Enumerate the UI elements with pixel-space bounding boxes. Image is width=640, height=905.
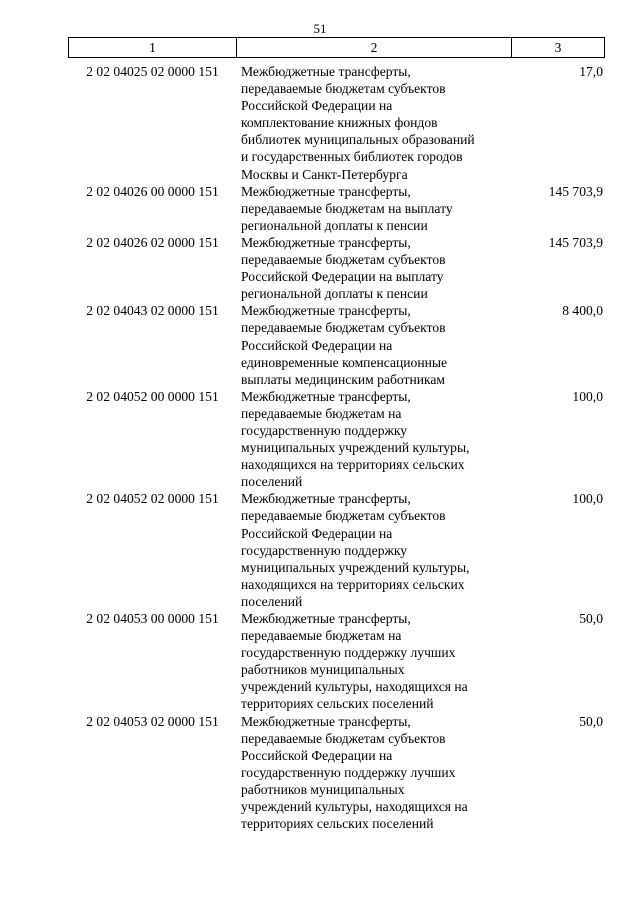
amount: 100,0 <box>572 388 603 404</box>
amount: 50,0 <box>579 713 603 729</box>
description <box>237 490 517 610</box>
amount: 50,0 <box>579 611 603 626</box>
description-line: поселений <box>241 474 303 490</box>
description-line: работников муниципальных <box>241 781 405 797</box>
description <box>237 713 517 833</box>
description-line: государственную поддержку <box>241 542 408 558</box>
table-row <box>68 302 603 387</box>
description-line: и государственных библиотек городов <box>241 149 463 165</box>
amount: 145 703,9 <box>548 234 603 250</box>
description-line: Межбюджетные трансферты, <box>241 64 411 79</box>
description-line: территориях сельских поселений <box>241 816 434 832</box>
budget-code: 2 02 04043 02 0000 151 <box>86 303 219 319</box>
description-line: передаваемые бюджетам субъектов <box>241 730 446 746</box>
page-number: 51 <box>313 21 327 36</box>
description-line: выплаты медицинским работникам <box>241 371 446 387</box>
description-line: Российской Федерации на выплату <box>241 269 444 285</box>
description-line: Москвы и Санкт-Петербурга <box>241 166 408 182</box>
description <box>237 388 517 491</box>
description-line: территориях сельских поселений <box>241 696 434 712</box>
description-line: учреждений культуры, находящихся на <box>241 799 468 815</box>
amount: 17,0 <box>579 64 603 79</box>
description-line: Межбюджетные трансферты, <box>241 611 411 626</box>
budget-code: 2 02 04026 00 0000 151 <box>86 183 219 199</box>
description-line: работников муниципальных <box>241 662 405 678</box>
column-header-3: 3 <box>512 38 605 58</box>
description-line: Российской Федерации на <box>241 337 393 353</box>
description-line: муниципальных учреждений культуры, <box>241 440 470 456</box>
budget-code: 2 02 04053 02 0000 151 <box>86 713 219 729</box>
description-line: Межбюджетные трансферты, <box>241 303 411 319</box>
description-line: передаваемые бюджетам на выплату <box>241 200 453 216</box>
description-line: библиотек муниципальных образований <box>241 132 475 148</box>
budget-code: 2 02 04052 02 0000 151 <box>86 491 219 507</box>
table-row <box>68 63 603 183</box>
amount: 100,0 <box>572 491 603 507</box>
description-line: Межбюджетные трансферты, <box>241 183 411 199</box>
amount: 8 400,0 <box>562 303 603 319</box>
description-line: передаваемые бюджетам субъектов <box>241 81 446 97</box>
description-line: передаваемые бюджетам субъектов <box>241 508 446 524</box>
description-line: передаваемые бюджетам на <box>241 405 402 421</box>
description-line: передаваемые бюджетам на <box>241 628 402 644</box>
description-line: Межбюджетные трансферты, <box>241 388 411 404</box>
table-row <box>68 490 603 610</box>
table-row <box>68 713 603 833</box>
budget-code: 2 02 04025 02 0000 151 <box>86 64 219 79</box>
description-line: находящихся на территориях сельских <box>241 457 465 473</box>
amount: 145 703,9 <box>548 183 603 199</box>
column-header-table <box>68 37 605 58</box>
description-line: государственную поддержку <box>241 422 408 438</box>
table-row <box>68 234 603 302</box>
description <box>237 63 517 183</box>
description-line: государственную поддержку лучших <box>241 645 456 661</box>
description-line: поселений <box>241 593 303 609</box>
description-line: находящихся на территориях сельских <box>241 576 465 592</box>
description-line: Российской Федерации на <box>241 747 393 763</box>
description-line: передаваемые бюджетам субъектов <box>241 252 446 268</box>
description-line: учреждений культуры, находящихся на <box>241 679 468 695</box>
description <box>237 302 517 387</box>
description-line: муниципальных учреждений культуры, <box>241 559 470 575</box>
description-line: Межбюджетные трансферты, <box>241 491 411 507</box>
budget-code: 2 02 04026 02 0000 151 <box>86 234 219 250</box>
description <box>237 183 517 234</box>
table-row <box>68 183 603 234</box>
column-header-1: 1 <box>69 38 237 58</box>
description <box>237 234 517 302</box>
column-header-2: 2 <box>237 38 512 58</box>
description-line: Межбюджетные трансферты, <box>241 713 411 729</box>
description-line: Российской Федерации на <box>241 98 393 114</box>
description-line: Российской Федерации на <box>241 525 393 541</box>
description-line: Межбюджетные трансферты, <box>241 234 411 250</box>
budget-code: 2 02 04052 00 0000 151 <box>86 388 219 404</box>
budget-code: 2 02 04053 00 0000 151 <box>86 611 219 626</box>
table-row <box>68 610 603 713</box>
description-line: единовременные компенсационные <box>241 354 448 370</box>
description <box>237 610 517 713</box>
description-line: комплектование книжных фондов <box>241 115 438 131</box>
description-line: передаваемые бюджетам субъектов <box>241 320 446 336</box>
table-row <box>68 388 603 491</box>
column-header-row <box>69 38 605 58</box>
table-body <box>68 63 603 832</box>
description-line: региональной доплаты к пенсии <box>241 217 428 233</box>
description-line: региональной доплаты к пенсии <box>241 286 428 302</box>
description-line: государственную поддержку лучших <box>241 764 456 780</box>
